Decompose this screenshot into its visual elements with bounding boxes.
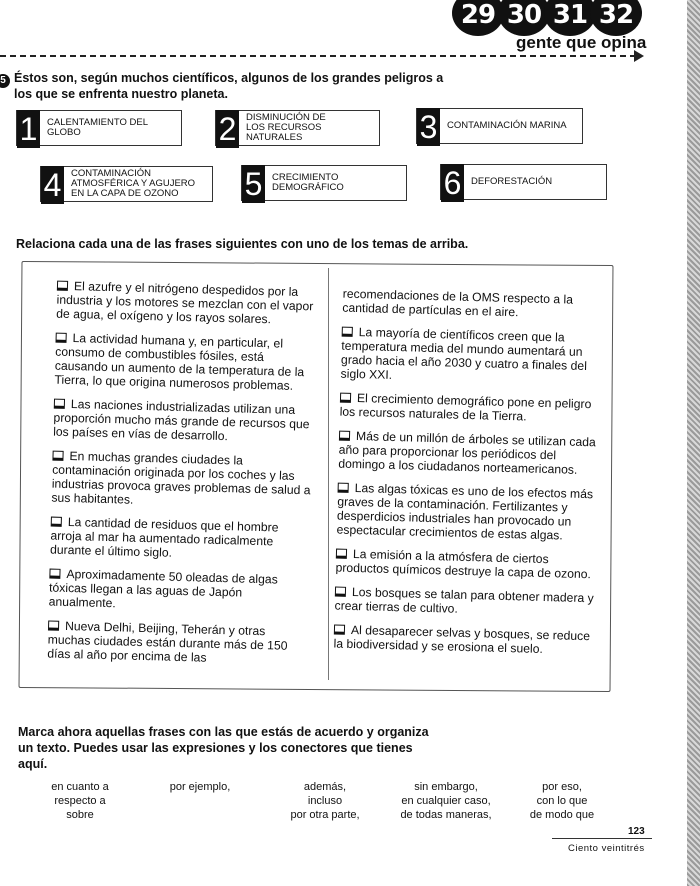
section-title: gente que opina [516,33,647,52]
statement: Los bosques se talan para obtener madera y crear tierras de cultivo. [334,584,594,616]
checkbox[interactable] [54,399,65,409]
checkbox[interactable] [342,327,353,337]
checkbox[interactable] [57,281,68,291]
statement: La emisión a la atmósfera de ciertos productos químicos destruye la capa de ozono. [335,546,592,582]
unit-number: 32 [598,0,634,30]
topic-label: CALENTAMIENTO DEL GLOBO [47,117,148,138]
statement: Las algas tóxicas es uno de los efectos más graves de la contaminación. Fertilizantes y desperdicios industriales han provocado un espectacular crecimientos de estas algas. [336,481,594,543]
statement: Al desaparecer selvas y bosques, se reduce la biodiversidad y se erosiona el suelo. [333,622,591,656]
topic-box-2 [215,110,380,146]
topic-box-5 [241,165,407,201]
checkbox[interactable] [340,393,351,403]
statement: En muchas grandes ciudades la contaminación originada por los coches y las industrias provoca graves problemas de salud a sus habitantes. [51,449,311,507]
connector-group: sin embargo, en cualquier caso, de todas maneras, [400,781,492,821]
connector-group: en cuanto a respecto a sobre [51,781,109,821]
statements-right-column [333,287,605,668]
checkbox[interactable] [52,451,63,461]
statements-left-column [47,279,319,678]
connector-group: por ejemplo, [169,781,231,793]
unit-number-badge [452,0,504,36]
exercise-number: 5 [0,74,10,88]
topic-number: 5 [242,165,265,203]
connector-group: por eso, con lo que de modo que [529,781,595,821]
page-number: 123 [628,826,645,837]
topic-number: 4 [41,166,64,204]
footer-rule [552,838,652,839]
checkbox[interactable] [56,333,67,343]
statement: La mayoría de científicos creen que la temperatura media del mundo aumentará un grado hacia el año 2030 y cuatro a finales del siglo XXI. [340,325,588,382]
unit-number: 30 [506,0,542,30]
checkbox[interactable] [336,549,347,559]
checkbox[interactable] [338,483,349,493]
statement: Las naciones industrializadas utilizan una proporción mucho más grande de recursos que los países en vías de desarrollo. [52,397,310,444]
checkbox[interactable] [49,569,60,579]
unit-number: 31 [552,0,588,30]
checkbox[interactable] [339,431,350,441]
topic-number: 1 [17,110,40,148]
checkbox[interactable] [51,517,62,527]
checkbox[interactable] [48,621,59,631]
connector-group: además, incluso por otra parte, [290,781,360,821]
unit-number-badge [498,0,550,36]
topic-label: CRECIMIENTO DEMOGRÁFICO [272,172,344,193]
page-edge-binding [687,0,700,886]
unit-number-badge [544,0,596,36]
instruction-organize: Marca ahora aquellas frases con las que estás de acuerdo y organiza un texto. Puedes usar las expresiones y los conectores que tienes aquí. [18,725,429,771]
topic-number: 2 [216,110,239,148]
checkbox[interactable] [334,625,345,635]
statement: La cantidad de residuos que el hombre arroja al mar ha aumentado radicalmente durante el último siglo. [49,515,279,560]
statement: El azufre y el nitrógeno despedidos por la industria y los motores se mezclan con el vapor de agua, el oxígeno y los rayos solares. [56,279,314,327]
arrow-right-icon [634,50,644,62]
checkbox[interactable] [335,587,346,597]
topic-label: DISMINUCIÓN DE LOS RECURSOS NATURALES [246,112,326,143]
column-divider [328,268,329,680]
topic-label: DEFORESTACIÓN [471,176,553,187]
topic-number: 3 [417,108,440,146]
topic-box-3 [416,108,583,144]
statement: Nueva Delhi, Beijing, Teherán y otras muchas ciudades están durante más de 150 días al año por encima de las [47,618,288,665]
topic-box-1 [16,110,182,146]
statement: La actividad humana y, en particular, el consumo de combustibles fósiles, está causando un aumento de la temperatura de la Tierra, lo que origina numerosos problemas. [54,331,305,393]
header-dashed-rule [0,55,636,57]
topic-box-6 [440,164,607,200]
page-number-text: Ciento veintitrés [568,843,645,854]
statement-continuation: recomendaciones de la OMS respecto a la cantidad de partículas en el aire. [342,286,574,320]
exercise-intro: Éstos son, según muchos científicos, algunos de los grandes peligros a los que se enfrenta nuestro planeta. [14,71,444,101]
topic-label: CONTAMINACIÓN ATMOSFÉRICA Y AGUJERO EN LA CAPA DE OZONO [71,168,196,199]
instruction-relate: Relaciona cada una de las frases siguientes con uno de los temas de arriba. [16,237,469,251]
statement: El crecimiento demográfico pone en peligro los recursos naturales de la Tierra. [339,391,592,424]
statement: Aproximadamente 50 oleadas de algas tóxicas llegan a las aguas de Japón anualmente. [48,566,278,611]
statement: Más de un millón de árboles se utilizan cada año para proporcionar los periódicos del domingo a los ciudadanos norteamericanos. [338,429,596,477]
unit-number: 29 [460,0,496,30]
topic-box-4 [40,166,213,202]
topic-label: CONTAMINACIÓN MARINA [447,120,567,131]
unit-number-badge [590,0,642,36]
topic-number: 6 [441,164,464,202]
